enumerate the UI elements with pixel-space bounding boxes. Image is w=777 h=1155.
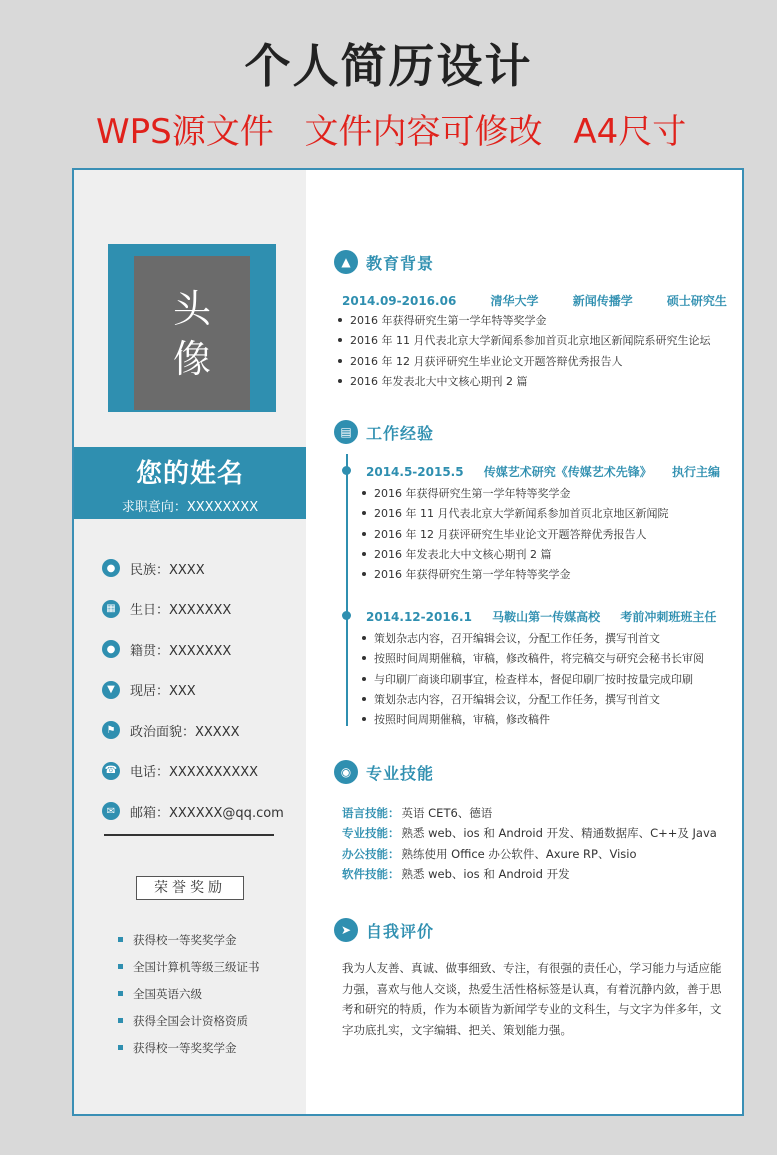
education-period: 2014.09-2016.06 (342, 294, 457, 308)
education-school: 清华大学 (490, 294, 539, 308)
calendar-icon: ▦ (102, 600, 120, 618)
list-item: 2016 年 12 月获评研究生毕业论文开题答辩优秀报告人 (362, 524, 668, 544)
resume-main (306, 170, 742, 1114)
evaluation-header: ➤ 自我评价 (334, 918, 434, 942)
user-icon: ● (102, 559, 120, 577)
education-major: 新闻传播学 (572, 294, 633, 308)
evaluation-text: 我为人友善、真诚、做事细致、专注，有很强的责任心，学习能力与适应能力强，喜欢与他人交谈，热爱生活性格标签是认真，有着沉静内敛，善于思考和研究的特质，作为本硕皆为新闻学专业的文科生，与文字为伴多年，文字功底扎实，文字编辑、把关、策划能力强。 (342, 961, 722, 1037)
banner-tag: 文件内容可修改 (304, 112, 543, 152)
lock-icon: ◉ (334, 760, 358, 784)
list-item: 2016 年 12 月获评研究生毕业论文开题答辩优秀报告人 (338, 351, 710, 371)
job-list (362, 628, 704, 729)
list-item: 2016 年发表北大中文核心期刊 2 篇 (362, 544, 668, 564)
list-item: 2016 年获得研究生第一学年特等奖学金 (338, 310, 710, 330)
info-politics: ⚑ 政治面貌：XXXXX (102, 710, 302, 751)
timeline-dot (342, 466, 351, 475)
list-item: 2016 年 11 月代表北京大学新闻系参加首页北京地区新闻院系研究生论坛 (338, 330, 710, 350)
list-item: 策划杂志内容，召开编辑会议，分配工作任务，撰写刊首文 (362, 689, 704, 709)
honors-title: 荣誉奖励 (136, 876, 244, 900)
list-item: 2016 年 11 月代表北京大学新闻系参加首页北京地区新闻院 (362, 503, 668, 523)
honor-item: 获得校一等奖奖学金 (118, 1034, 260, 1061)
list-item: 与印刷厂商谈印刷事宜，检查样本，督促印刷厂按时按量完成印刷 (362, 669, 704, 689)
resume-sheet (72, 168, 744, 1116)
bullet-square-icon (118, 1018, 123, 1023)
list-item: 策划杂志内容，召开编辑会议，分配工作任务，撰写刊首文 (362, 628, 704, 648)
skills-list (342, 803, 717, 884)
honor-item: 获得全国会计资格资质 (118, 1007, 260, 1034)
list-item: 2016 年发表北大中文核心期刊 2 篇 (338, 371, 710, 391)
education-degree: 硕士研究生 (666, 294, 727, 308)
candidate-name: 您的姓名 (135, 459, 244, 489)
list-item: 2016 年获得研究生第一学年特等奖学金 (362, 483, 668, 503)
job-meta: 2014.12-2016.1 马鞍山第一传媒高校 考前冲刺班班主任 (366, 610, 717, 624)
skill-row: 语言技能： 英语 CET6、德语 (342, 806, 493, 821)
page-headline: 个人简历设计 (244, 39, 533, 93)
job-meta: 2014.5-2015.5 传媒艺术研究《传媒艺术先锋》 执行主编 (366, 465, 720, 479)
personal-info (102, 548, 302, 832)
info-residence: ▼ 现居：XXX (102, 670, 302, 711)
info-hometown: ● 籍贯：XXXXXXX (102, 629, 302, 670)
honor-item: 获得校一等奖奖学金 (118, 926, 260, 953)
photo-frame (108, 244, 276, 412)
work-header: ▤ 工作经验 (334, 420, 434, 444)
bullet-square-icon (118, 1045, 123, 1050)
job-list (362, 483, 668, 584)
banner-tag: A4尺寸 (573, 112, 687, 152)
person-icon: ● (102, 640, 120, 658)
education-meta (342, 292, 744, 309)
info-email: ✉ 邮箱：XXXXXX@qq.com (102, 791, 302, 832)
skill-row: 软件技能： 熟悉 web、ios 和 Android 开发 (342, 867, 570, 882)
list-item: 按照时间周期催稿，审稿，修改稿件，将完稿交与研究会秘书长审阅 (362, 648, 704, 668)
banner-tags (96, 104, 706, 153)
phone-icon: ☎ (102, 762, 120, 780)
name-band (74, 447, 306, 519)
banner-tag: WPS源文件 (96, 112, 274, 152)
skill-row: 办公技能： 熟练使用 Office 办公软件、Axure RP、Visio (342, 846, 637, 861)
job-intent: 求职意向：XXXXXXXX (121, 500, 259, 515)
briefcase-icon: ▤ (334, 420, 358, 444)
honor-item: 全国计算机等级三级证书 (118, 953, 260, 980)
location-pin-icon: ▼ (102, 681, 120, 699)
list-item: 按照时间周期催稿，审稿，修改稿件 (362, 709, 704, 729)
mail-icon: ✉ (102, 802, 120, 820)
graduation-cap-icon: ▲ (334, 250, 358, 274)
bullet-square-icon (118, 991, 123, 996)
honors-list (118, 926, 260, 1061)
education-list (338, 310, 710, 391)
sidebar-divider (104, 834, 274, 836)
paper-plane-icon: ➤ (334, 918, 358, 942)
resume-sidebar (74, 170, 306, 1114)
info-birthday: ▦ 生日：XXXXXXX (102, 589, 302, 630)
flag-icon: ⚑ (102, 721, 120, 739)
skill-row: 专业技能： 熟悉 web、ios 和 Android 开发、精通数据库、C++及 Java (342, 826, 717, 841)
photo-placeholder: 头 像 (134, 256, 250, 410)
timeline-line (346, 454, 348, 726)
info-phone: ☎ 电话：XXXXXXXXXX (102, 751, 302, 792)
skills-header: ◉ 专业技能 (334, 760, 434, 784)
bullet-square-icon (118, 964, 123, 969)
list-item: 2016 年获得研究生第一学年特等奖学金 (362, 564, 668, 584)
honor-item: 全国英语六级 (118, 980, 260, 1007)
bullet-square-icon (118, 937, 123, 942)
timeline-dot (342, 611, 351, 620)
education-header: ▲ 教育背景 (334, 250, 434, 274)
info-ethnicity: ● 民族：XXXX (102, 548, 302, 589)
